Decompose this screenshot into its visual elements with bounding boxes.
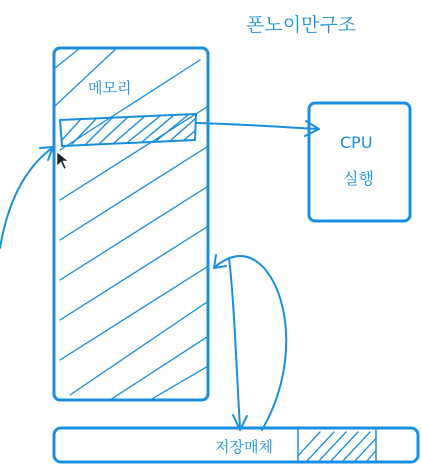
diagram-title: 폰노이만구조 (246, 14, 357, 36)
memory-block (40, 40, 210, 400)
memory-label: 메모리 (88, 79, 132, 97)
cpu-label: CPU (340, 133, 373, 152)
cpu-exec-label: 실행 (343, 169, 374, 188)
cpu-block (309, 103, 410, 221)
cpu-box (309, 103, 410, 221)
mouse-cursor-icon (57, 152, 68, 169)
storage-hatching (296, 432, 380, 462)
load-arrow (214, 255, 286, 430)
fetch-arrow (196, 121, 319, 136)
input-arrow (0, 147, 53, 248)
storage-block (54, 428, 418, 462)
memory-box (54, 48, 208, 400)
storage-label: 저장매체 (215, 438, 273, 456)
store-arrow (229, 258, 247, 430)
memory-instruction-band (60, 114, 196, 146)
